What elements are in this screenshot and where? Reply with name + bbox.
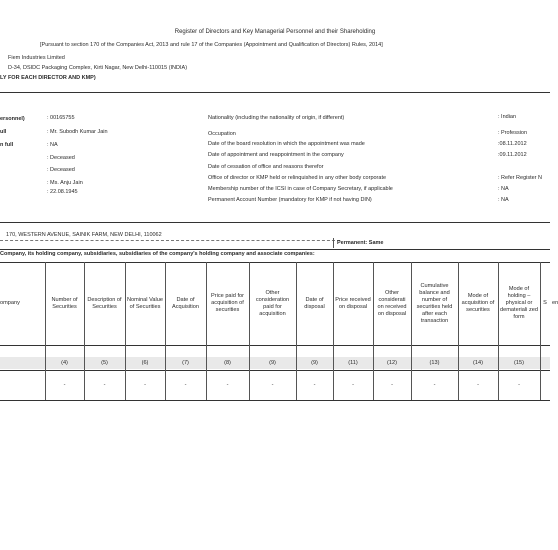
table-column-number: (6) xyxy=(141,359,149,366)
table-header-cell: Date of disposal xyxy=(304,296,325,310)
label-pan: Permanent Account Number (mandatory for KMP if not having DIN) xyxy=(208,197,372,203)
table-column-number: (13) xyxy=(429,359,440,366)
left-value-4: : Deceased xyxy=(47,155,75,161)
table-header-cell: Other considerati on received on disposal xyxy=(377,289,407,317)
table-column-number: (12) xyxy=(387,359,397,366)
table-header-cell: Nominal Value of Securities xyxy=(127,296,163,310)
spouse-name-value: : Ms. Anju Jain xyxy=(47,180,83,186)
address-top-rule xyxy=(0,222,550,223)
section-heading: LY FOR EACH DIRECTOR AND KMP) xyxy=(0,75,96,81)
other-office-value: : Refer Register N xyxy=(498,175,543,181)
address-divider xyxy=(333,238,334,248)
table-column-number: (9) xyxy=(269,359,276,366)
table-header-cell: Mode of acquisition of securities xyxy=(461,293,495,313)
left-label-full: ull xyxy=(0,129,7,135)
table-header-cell: Price received on disposal xyxy=(335,296,371,310)
table-column-number: (7) xyxy=(182,359,189,366)
table-data-cell: - xyxy=(226,382,229,388)
table-header-cell: Cumulative balance and number of securities held after each transaction xyxy=(416,282,453,324)
dob-value: : 22.08.1945 xyxy=(47,189,78,195)
table-data-cell: - xyxy=(433,382,436,388)
table-header-cell: Mode of holding – physical or demateriali zed form xyxy=(500,286,538,320)
table-data-cell: - xyxy=(63,382,66,388)
nationality-value: : Indian xyxy=(498,114,517,120)
table-header-cell: Other consideration paid for acquisition xyxy=(255,289,290,317)
address-underline xyxy=(0,240,340,241)
header-rule xyxy=(0,92,550,93)
table-data-cell: - xyxy=(391,382,393,388)
table-column-number: (5) xyxy=(101,359,108,366)
table-data-cell: - xyxy=(352,382,354,388)
label-nationality: Nationality (including the nationality of origin, if different) xyxy=(208,115,345,121)
company-address: D-34, DSIDC Packaging Complex, Kirti Nagar, New Delhi-110015 (INDIA) xyxy=(8,65,188,71)
present-address: 170, WESTERN AVENUE, SAINIK FARM, NEW DELHI, 110062 xyxy=(6,232,162,238)
left-value-3: : NA xyxy=(47,142,58,148)
table-data-cell: - xyxy=(103,382,106,388)
table-column-number: (4) xyxy=(61,359,68,366)
table-data-cell: - xyxy=(184,382,187,388)
label-board-resolution: Date of the board resolution in which the appointment was made xyxy=(208,141,365,147)
table-column-number: (11) xyxy=(348,359,358,366)
table-data-cell: - xyxy=(271,382,274,388)
label-icsi-membership: Membership number of the ICSI in case of Company Secretary, if applicable xyxy=(208,186,393,192)
left-label-in-full: n full xyxy=(0,142,14,148)
table-header-cell: Date of Acquisition xyxy=(171,296,200,310)
permanent-address: Permanent: Same xyxy=(337,240,384,246)
appointment-date-value: :09.11.2012 xyxy=(498,152,527,158)
table-header-cell: Number of Securities xyxy=(51,296,78,310)
table-column-number: (14) xyxy=(473,359,483,366)
table-column-number: (15) xyxy=(514,359,524,366)
table-data-cell: - xyxy=(477,382,479,388)
table-column-divider xyxy=(540,262,541,400)
label-appointment-date: Date of appointment and reappointment in the company xyxy=(208,152,344,158)
address-bottom-rule xyxy=(0,249,550,250)
din-value: : 00165755 xyxy=(47,115,75,121)
table-header-cell: Price paid for acquisition of securities xyxy=(211,293,244,313)
left-value-5: : Deceased xyxy=(47,167,75,173)
table-header-bottom-rule xyxy=(0,345,550,346)
register-title: Register of Directors and Key Managerial Personnel and their Shareholding xyxy=(174,29,376,35)
register-subtitle: [Pursuant to section 170 of the Companies Act, 2013 and rule 17 of the Companies (Appointment and Qualification of Directors) Rules, 2014] xyxy=(40,42,383,48)
label-cessation: Date of cessation of office and reasons therefor xyxy=(208,164,324,170)
securities-heading: Company, its holding company, subsidiaries, subsidiaries of the company's holding company and associate companies: xyxy=(0,251,315,257)
icsi-value: : NA xyxy=(498,186,509,192)
table-data-cell: - xyxy=(144,382,146,388)
label-other-office: Office of director or KMP held or relinquished in any other body corporate xyxy=(208,175,387,181)
table-header-cell: Description of Securities xyxy=(87,296,122,310)
table-header-cell: en xyxy=(552,300,558,306)
father-name-value: : Mr. Subodh Kumar Jain xyxy=(47,129,108,135)
label-occupation: Occupation xyxy=(208,131,236,137)
pan-value: : NA xyxy=(498,197,509,203)
left-label-personnel: ersonnel) xyxy=(0,116,25,122)
board-resolution-value: :08.11.2012 xyxy=(498,141,527,147)
table-header-cell: S xyxy=(543,300,547,306)
table-column-number: (8) xyxy=(224,359,231,366)
table-data-cell: - xyxy=(518,382,520,388)
table-column-number: (9) xyxy=(311,359,318,366)
table-bottom-rule xyxy=(0,400,550,401)
table-data-cell: - xyxy=(313,382,316,388)
occupation-value: : Profession xyxy=(498,130,528,136)
table-header-company: ompany xyxy=(0,300,20,306)
company-name: Fiem Industries Limited xyxy=(8,55,65,61)
